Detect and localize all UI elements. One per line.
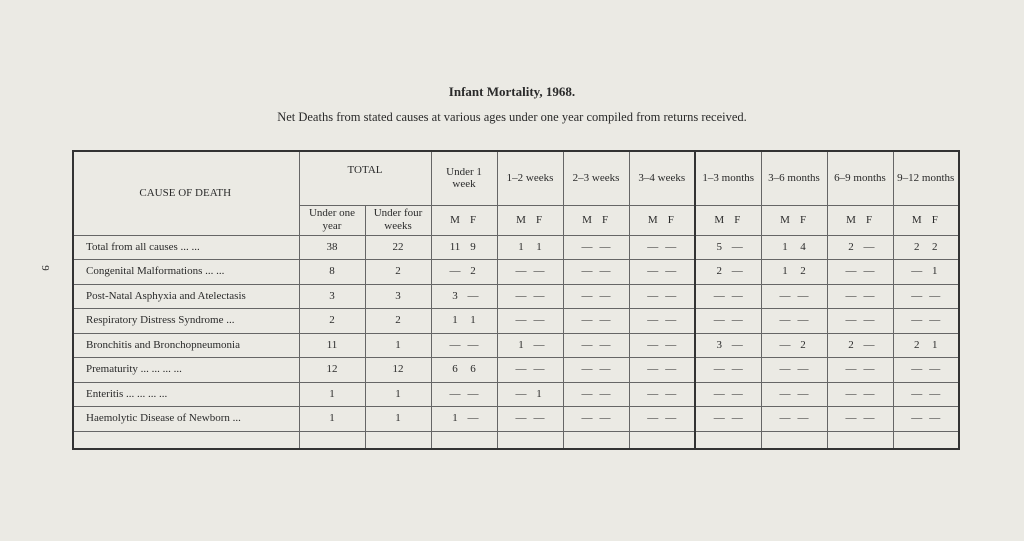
cause-cell: Congenital Malformations ... ... xyxy=(73,260,299,285)
female-label: F xyxy=(931,213,938,226)
female-count: — xyxy=(863,412,875,425)
female-count: — xyxy=(599,387,611,400)
age-cell xyxy=(695,382,761,407)
female-count: — xyxy=(929,387,941,400)
male-count: — xyxy=(845,265,857,278)
female-label: F xyxy=(734,213,741,226)
female-count: — xyxy=(533,338,545,351)
page-title: Infant Mortality, 1968. xyxy=(448,84,576,99)
female-count: — xyxy=(863,338,875,351)
blank-cell xyxy=(629,431,695,449)
male-count: — xyxy=(845,289,857,302)
female-count: — xyxy=(533,289,545,302)
male-count: — xyxy=(911,363,923,376)
female-count: — xyxy=(797,363,809,376)
age-cell xyxy=(695,235,761,260)
male-count: 2 xyxy=(914,240,920,253)
male-count: — xyxy=(647,289,659,302)
female-count: — xyxy=(731,314,743,327)
total-subheader: Under four weeks xyxy=(365,205,431,235)
age-cell xyxy=(431,382,497,407)
male-count: — xyxy=(647,363,659,376)
age-cell xyxy=(827,358,893,383)
male-count: 2 xyxy=(914,338,920,351)
male-count: — xyxy=(713,363,725,376)
age-cell xyxy=(629,407,695,432)
female-label: F xyxy=(865,213,873,226)
female-count: — xyxy=(533,314,545,327)
age-cell xyxy=(431,284,497,309)
female-count: — xyxy=(533,265,545,278)
male-label: M xyxy=(846,213,856,226)
cause-cell: Prematurity ... ... ... ... xyxy=(73,358,299,383)
age-cell xyxy=(629,235,695,260)
blank-cell xyxy=(761,431,827,449)
female-count: — xyxy=(797,289,809,302)
male-count: — xyxy=(515,265,527,278)
male-count: 1 xyxy=(518,240,524,253)
blank-cell xyxy=(431,431,497,449)
female-count: — xyxy=(929,289,941,302)
female-count: — xyxy=(665,412,677,425)
male-count: — xyxy=(845,314,857,327)
age-cell xyxy=(563,333,629,358)
male-count: — xyxy=(581,363,593,376)
mf-header xyxy=(497,205,563,235)
female-count: 1 xyxy=(536,387,542,400)
male-count: — xyxy=(581,338,593,351)
male-count: — xyxy=(449,338,461,351)
female-count: — xyxy=(533,363,545,376)
male-count: — xyxy=(845,363,857,376)
age-header: 3–6 months xyxy=(761,151,827,205)
age-cell xyxy=(695,260,761,285)
age-cell xyxy=(893,333,959,358)
male-count: — xyxy=(581,265,593,278)
cause-cell: Haemolytic Disease of Newborn ... xyxy=(73,407,299,432)
male-label: M xyxy=(582,213,592,226)
female-count: 1 xyxy=(932,338,938,351)
male-count: — xyxy=(779,387,791,400)
female-count: — xyxy=(731,412,743,425)
female-count: 4 xyxy=(800,240,806,253)
female-count: — xyxy=(797,387,809,400)
total-cell: 1 xyxy=(365,382,431,407)
male-label: M xyxy=(516,213,526,226)
age-cell xyxy=(629,284,695,309)
age-cell xyxy=(827,235,893,260)
age-cell xyxy=(431,309,497,334)
age-cell xyxy=(629,260,695,285)
male-count: — xyxy=(911,265,923,278)
table-row xyxy=(73,333,959,358)
female-count: — xyxy=(599,412,611,425)
male-count: — xyxy=(911,412,923,425)
table-row xyxy=(73,309,959,334)
female-count: 9 xyxy=(470,240,476,253)
female-count: — xyxy=(731,363,743,376)
age-header: 1–3 months xyxy=(695,151,761,205)
male-count: — xyxy=(581,289,593,302)
total-cell: 2 xyxy=(299,309,365,334)
male-count: — xyxy=(647,240,659,253)
female-count: 2 xyxy=(470,265,476,278)
blank-cell xyxy=(497,431,563,449)
age-cell xyxy=(695,407,761,432)
female-count: — xyxy=(731,289,743,302)
male-count: — xyxy=(911,387,923,400)
female-count: 1 xyxy=(932,265,938,278)
male-count: 5 xyxy=(716,240,722,253)
age-cell xyxy=(827,382,893,407)
total-cell: 12 xyxy=(365,358,431,383)
male-count: 2 xyxy=(716,265,722,278)
female-label: F xyxy=(601,213,609,226)
female-count: 2 xyxy=(932,240,938,253)
age-cell xyxy=(629,333,695,358)
female-count: — xyxy=(863,314,875,327)
male-count: — xyxy=(581,240,593,253)
age-cell xyxy=(761,358,827,383)
mf-header xyxy=(827,205,893,235)
female-count: — xyxy=(665,265,677,278)
age-cell xyxy=(497,260,563,285)
female-count: 2 xyxy=(800,265,806,278)
age-cell xyxy=(893,284,959,309)
female-label: F xyxy=(535,213,543,226)
table-row xyxy=(73,260,959,285)
male-count: — xyxy=(713,412,725,425)
age-cell xyxy=(563,309,629,334)
female-count: — xyxy=(599,363,611,376)
table-row xyxy=(73,235,959,260)
age-cell xyxy=(761,309,827,334)
male-count: — xyxy=(647,338,659,351)
age-cell xyxy=(563,284,629,309)
age-cell xyxy=(563,382,629,407)
female-count: — xyxy=(863,363,875,376)
total-header xyxy=(299,151,431,205)
age-cell xyxy=(827,309,893,334)
male-count: 3 xyxy=(452,289,458,302)
age-cell xyxy=(761,260,827,285)
male-count: — xyxy=(581,314,593,327)
age-header: 3–4 weeks xyxy=(629,151,695,205)
female-count: — xyxy=(929,314,941,327)
female-count: — xyxy=(863,265,875,278)
total-cell: 2 xyxy=(365,309,431,334)
male-count: — xyxy=(779,338,791,351)
total-cell: 1 xyxy=(365,407,431,432)
blank-cell xyxy=(73,431,299,449)
female-label: F xyxy=(667,213,674,226)
female-count: — xyxy=(665,338,677,351)
age-cell xyxy=(629,382,695,407)
total-cell: 3 xyxy=(299,284,365,309)
female-count: — xyxy=(665,387,677,400)
female-count: — xyxy=(863,387,875,400)
age-header: 6–9 months xyxy=(827,151,893,205)
age-cell xyxy=(893,407,959,432)
total-subheader: Under one year xyxy=(299,205,365,235)
age-header: 1–2 weeks xyxy=(497,151,563,205)
age-cell xyxy=(629,309,695,334)
cause-cell: Total from all causes ... ... xyxy=(73,235,299,260)
mf-header xyxy=(629,205,695,235)
male-count: — xyxy=(713,289,725,302)
age-cell xyxy=(563,235,629,260)
male-count: — xyxy=(449,265,461,278)
female-label: F xyxy=(799,213,807,226)
male-count: — xyxy=(581,412,593,425)
age-cell xyxy=(431,235,497,260)
male-count: — xyxy=(647,412,659,425)
female-count: — xyxy=(731,338,743,351)
female-count: — xyxy=(599,265,611,278)
male-count: 2 xyxy=(848,338,854,351)
age-cell xyxy=(431,358,497,383)
age-cell xyxy=(893,382,959,407)
blank-row xyxy=(73,431,959,449)
age-cell xyxy=(497,235,563,260)
total-cell: 8 xyxy=(299,260,365,285)
male-count: — xyxy=(581,387,593,400)
cause-cell: Enteritis ... ... ... ... xyxy=(73,382,299,407)
age-cell xyxy=(497,333,563,358)
male-count: — xyxy=(449,387,461,400)
female-count: — xyxy=(665,289,677,302)
female-count: — xyxy=(665,363,677,376)
male-count: 1 xyxy=(518,338,524,351)
mf-header xyxy=(695,205,761,235)
male-label: M xyxy=(780,213,790,226)
female-count: 6 xyxy=(470,363,476,376)
female-count: — xyxy=(863,240,875,253)
age-cell xyxy=(497,407,563,432)
male-label: M xyxy=(647,213,658,226)
cause-cell: Respiratory Distress Syndrome ... xyxy=(73,309,299,334)
female-count: — xyxy=(863,289,875,302)
female-count: — xyxy=(467,387,479,400)
mf-header xyxy=(563,205,629,235)
age-cell xyxy=(893,235,959,260)
age-cell xyxy=(563,260,629,285)
blank-cell xyxy=(299,431,365,449)
male-count: — xyxy=(647,387,659,400)
male-count: — xyxy=(515,289,527,302)
female-count: — xyxy=(665,240,677,253)
male-count: — xyxy=(515,314,527,327)
male-count: — xyxy=(911,289,923,302)
female-count: — xyxy=(467,338,479,351)
mf-header xyxy=(761,205,827,235)
age-cell xyxy=(761,284,827,309)
male-count: — xyxy=(713,314,725,327)
age-cell xyxy=(893,260,959,285)
male-count: — xyxy=(647,265,659,278)
age-cell xyxy=(827,333,893,358)
male-count: 3 xyxy=(716,338,722,351)
total-cell: 12 xyxy=(299,358,365,383)
age-cell xyxy=(497,309,563,334)
table-row xyxy=(73,382,959,407)
age-cell xyxy=(695,358,761,383)
total-cell: 1 xyxy=(299,382,365,407)
total-cell: 1 xyxy=(299,407,365,432)
age-cell xyxy=(761,407,827,432)
table-row xyxy=(73,358,959,383)
male-count: — xyxy=(647,314,659,327)
female-count: — xyxy=(731,387,743,400)
male-label: M xyxy=(714,213,725,226)
male-count: — xyxy=(779,314,791,327)
female-count: — xyxy=(599,289,611,302)
female-count: 1 xyxy=(470,314,476,327)
blank-cell xyxy=(893,431,959,449)
total-cell: 3 xyxy=(365,284,431,309)
age-cell xyxy=(629,358,695,383)
age-cell xyxy=(827,260,893,285)
female-count: — xyxy=(797,314,809,327)
blank-cell xyxy=(695,431,761,449)
female-count: — xyxy=(599,338,611,351)
female-count: — xyxy=(929,412,941,425)
male-count: — xyxy=(515,363,527,376)
age-cell xyxy=(761,235,827,260)
female-count: — xyxy=(599,314,611,327)
total-cell: 11 xyxy=(299,333,365,358)
age-cell xyxy=(893,358,959,383)
age-cell xyxy=(497,284,563,309)
age-cell xyxy=(827,284,893,309)
total-cell: 2 xyxy=(365,260,431,285)
female-count: — xyxy=(533,412,545,425)
total-cell: 22 xyxy=(365,235,431,260)
female-count: — xyxy=(467,412,479,425)
female-label: F xyxy=(469,213,477,226)
female-count: — xyxy=(731,265,743,278)
male-count: 6 xyxy=(452,363,458,376)
male-count: 1 xyxy=(452,412,458,425)
age-header: 9–12 months xyxy=(893,151,959,205)
male-count: 1 xyxy=(782,240,788,253)
age-cell xyxy=(431,407,497,432)
male-count: — xyxy=(515,387,527,400)
age-cell xyxy=(761,382,827,407)
table-row xyxy=(73,407,959,432)
infant-mortality-table xyxy=(72,150,960,450)
age-cell xyxy=(431,260,497,285)
age-cell xyxy=(563,407,629,432)
age-cell xyxy=(497,358,563,383)
blank-cell xyxy=(365,431,431,449)
blank-cell xyxy=(827,431,893,449)
male-count: 1 xyxy=(452,314,458,327)
total-cell: 38 xyxy=(299,235,365,260)
cause-of-death-header: CAUSE OF DEATH xyxy=(73,151,299,235)
male-count: — xyxy=(779,363,791,376)
male-count: — xyxy=(713,387,725,400)
male-count: 1 xyxy=(782,265,788,278)
male-count: — xyxy=(515,412,527,425)
mf-header xyxy=(431,205,497,235)
male-count: — xyxy=(845,412,857,425)
male-label: M xyxy=(911,213,922,226)
total-cell: 1 xyxy=(365,333,431,358)
male-count: — xyxy=(779,412,791,425)
age-cell xyxy=(695,284,761,309)
male-label: M xyxy=(450,213,460,226)
male-count: — xyxy=(845,387,857,400)
total-header-label: TOTAL xyxy=(347,164,383,176)
age-cell xyxy=(695,333,761,358)
age-header: 2–3 weeks xyxy=(563,151,629,205)
female-count: — xyxy=(929,363,941,376)
page-subtitle: Net Deaths from stated causes at various ages under one year compiled from returns received. xyxy=(277,110,747,124)
female-count: — xyxy=(599,240,611,253)
age-cell xyxy=(893,309,959,334)
page-number: 9 xyxy=(38,265,51,271)
table-row xyxy=(73,284,959,309)
age-cell xyxy=(761,333,827,358)
male-count: 11 xyxy=(449,240,461,253)
blank-cell xyxy=(563,431,629,449)
female-count: — xyxy=(467,289,479,302)
cause-cell: Bronchitis and Bronchopneumonia xyxy=(73,333,299,358)
female-count: — xyxy=(797,412,809,425)
age-cell xyxy=(827,407,893,432)
male-count: — xyxy=(911,314,923,327)
age-cell xyxy=(497,382,563,407)
male-count: 2 xyxy=(848,240,854,253)
age-cell xyxy=(431,333,497,358)
female-count: — xyxy=(665,314,677,327)
female-count: — xyxy=(731,240,743,253)
female-count: 1 xyxy=(536,240,542,253)
cause-cell: Post-Natal Asphyxia and Atelectasis xyxy=(73,284,299,309)
age-cell xyxy=(695,309,761,334)
age-cell xyxy=(563,358,629,383)
male-count: — xyxy=(779,289,791,302)
female-count: 2 xyxy=(800,338,806,351)
age-header: Under 1 week xyxy=(431,151,497,205)
mf-header xyxy=(893,205,959,235)
